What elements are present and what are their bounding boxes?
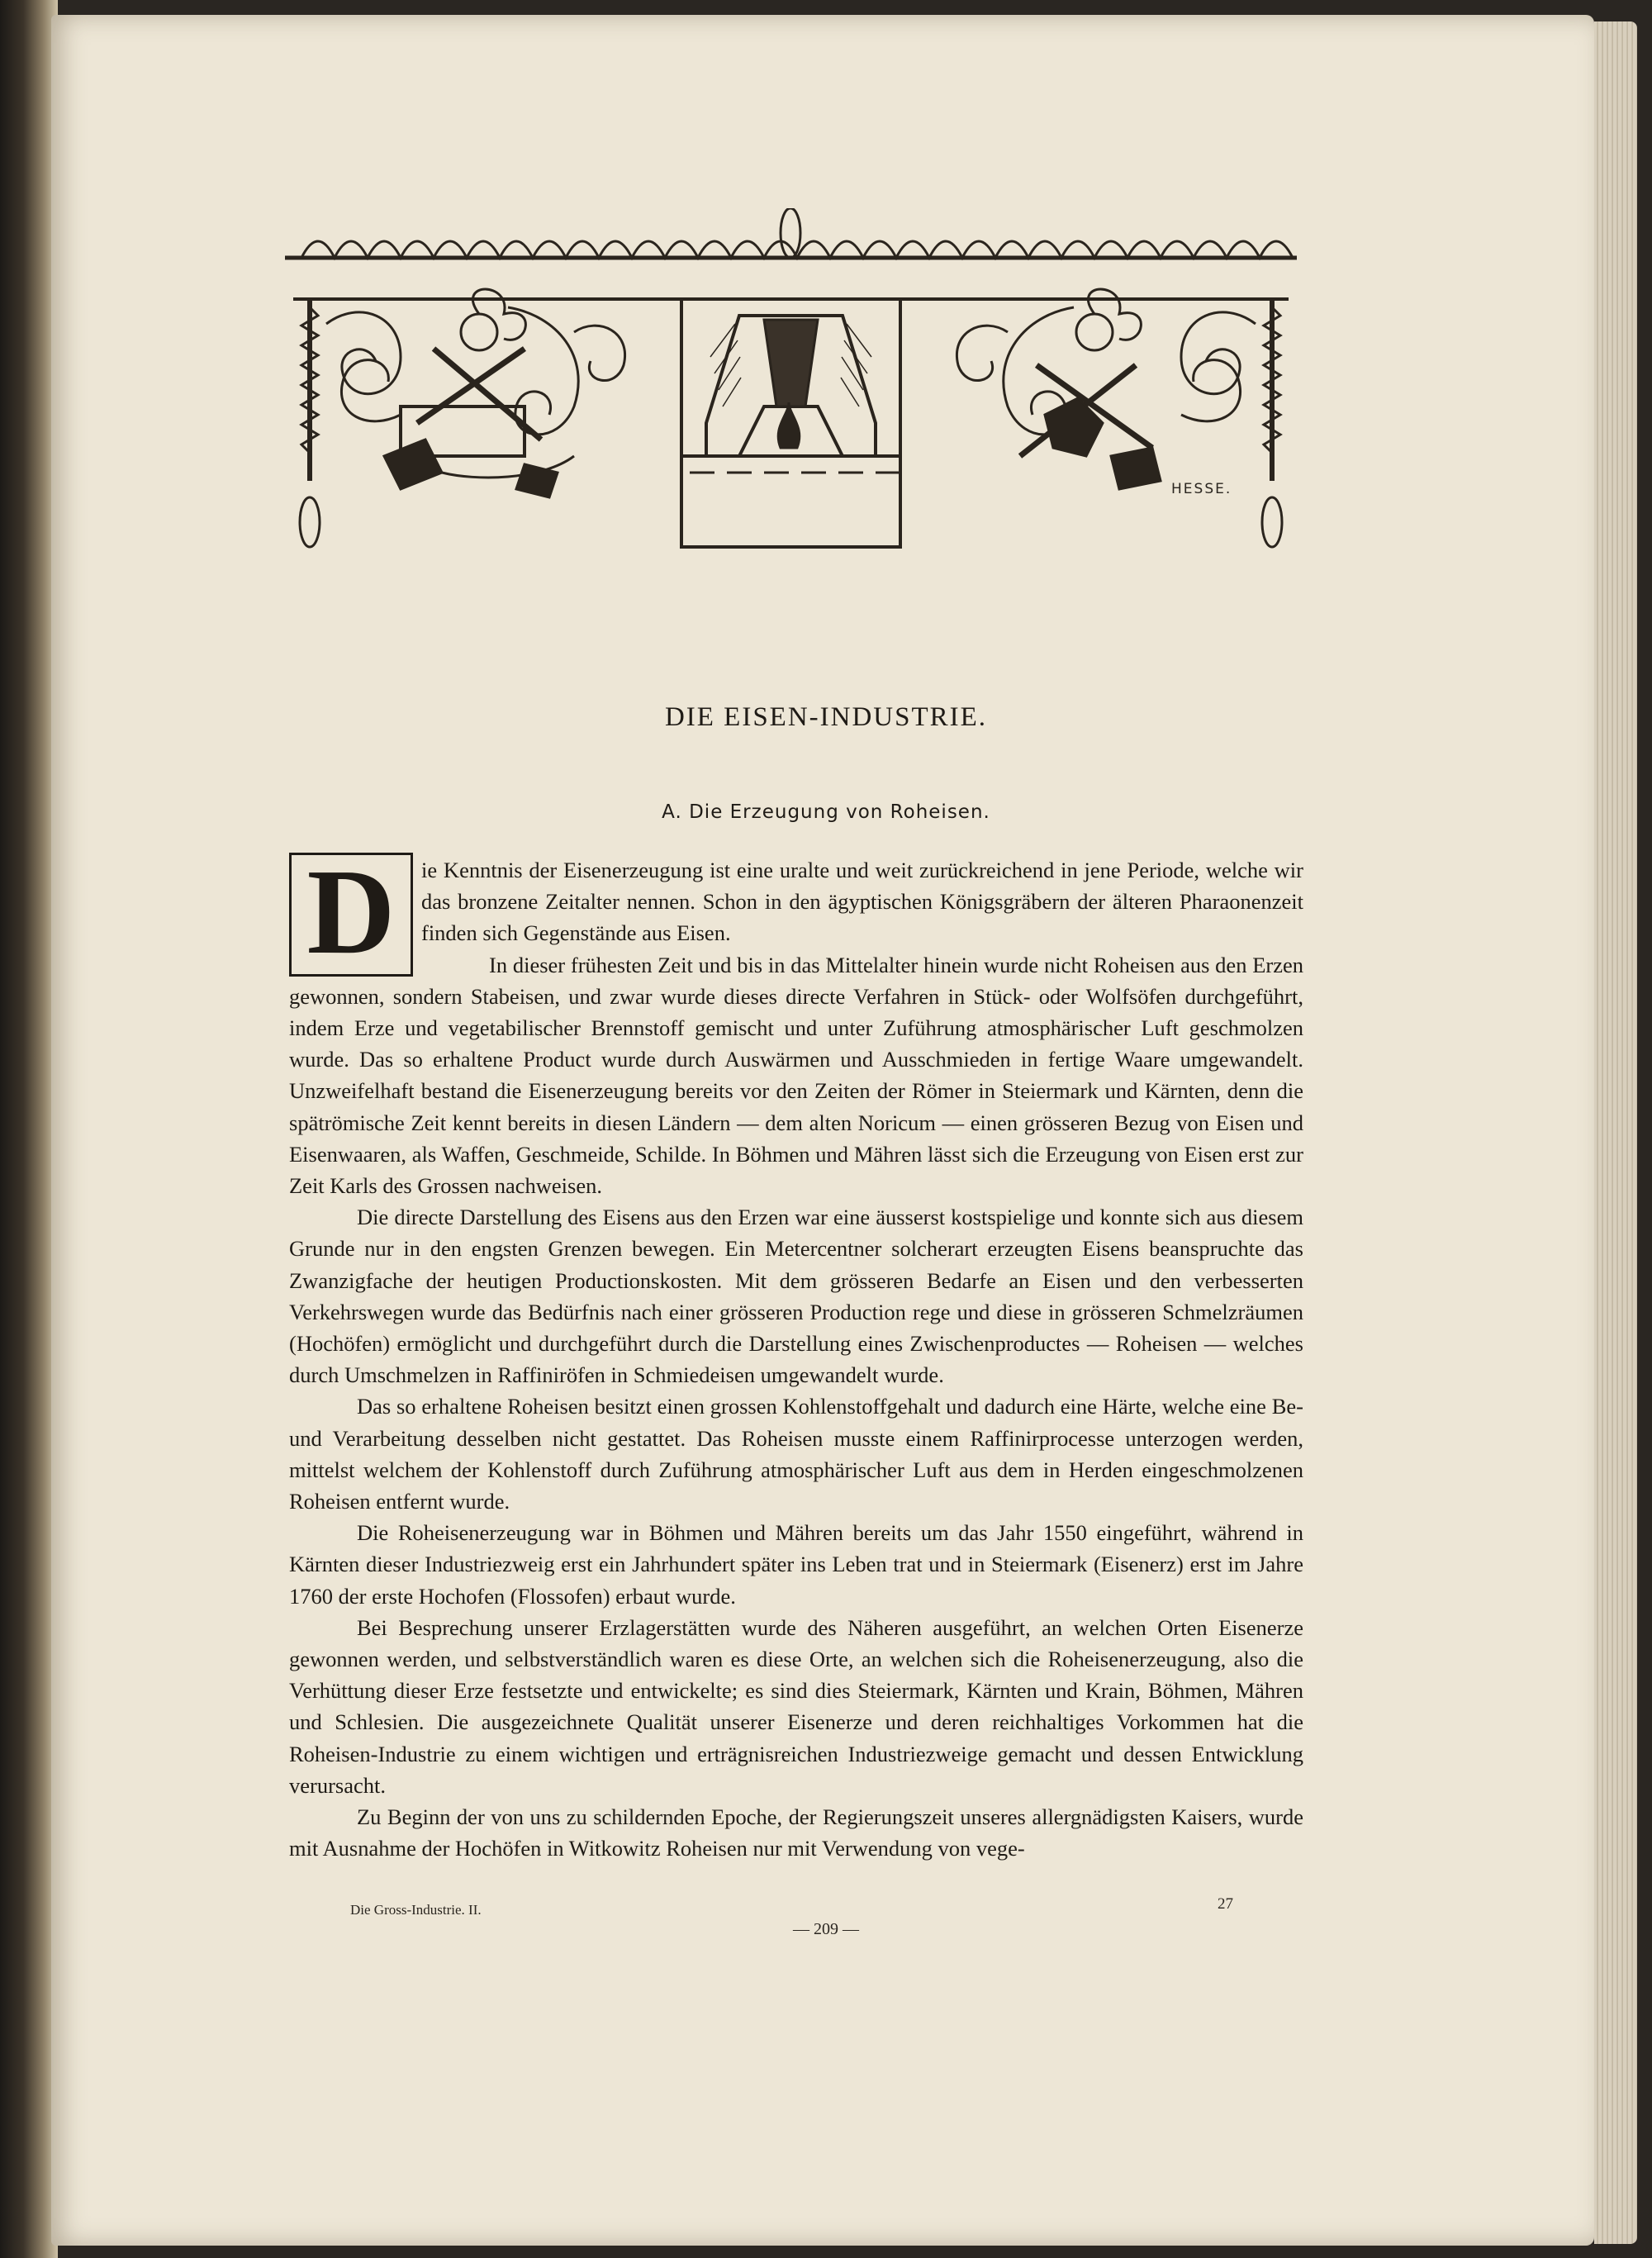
paragraph: Zu Beginn der von uns zu schildernden Epoche, der Regierungszeit unseres allergnädigsten Kaisers, wurde mit Ausnahme der Hochöfen in Witkowitz Roheisen nur mit Verwendung von vege-	[289, 1804, 1303, 1861]
page-title: DIE EISEN-INDUSTRIE.	[664, 702, 988, 732]
page-edges	[1594, 21, 1637, 2244]
paragraph: Bei Besprechung unserer Erzlagerstätten wurde des Näheren ausgeführt, an welchen Orten Eisenerze gewonnen werden, und selbstverständlich waren es diese Orte, an welchen sich die Roheisenerzeugung, also die Verhüttung dieser Erze festsetzte und entwickelte; es sind dies Steiermark, Kärnten und Krain, Böhmen, Mähren und Schlesien. Die ausgezeichnete Qualität unserer Eisenerze und deren reichhaltiges Vorkommen hat die Roheisen-Industrie zu einem wichtigen und erträgnisreichen Industriezweige gemacht und dessen Entwicklung verursacht.	[289, 1614, 1303, 1798]
ornamental-headpiece-illustration	[277, 208, 1305, 572]
page-number: — 209 —	[793, 1920, 859, 1938]
drop-cap-letter: D	[306, 844, 396, 980]
drop-cap-spacer	[289, 854, 421, 980]
paragraph: Die directe Darstellung des Eisens aus den Erzen war eine äusserst kostspielige und konnte sich aus diesem Grunde nur in den engsten Grenzen bewegen. Ein Metercentner solcherart erzeugten Eisens beanspruchte das Zwanzigfache der heutigen Productionskosten. Mit dem grösseren Bedarfe an Eisen und den verbesserten Verkehrswegen wurde das Bedürfnis nach einer grösseren Production rege und diese in grösseren Schmelzräumen (Hochöfen) ermöglicht und durchgeführt durch die Darstellung eines Zwischenproductes — Roheisen — welches durch Umschmelzen in Raffiniröfen in Schmiedeisen umgewandelt wurde.	[289, 1205, 1303, 1388]
paragraph: In dieser frühesten Zeit und bis in das Mittelalter hinein wurde nicht Roheisen aus den Erzen gewonnen, sondern Stabeisen, und zwar wurde dieses directe Verfahren in Stück- oder Wolfsöfen durchgeführt, indem Erze und vegetabilischer Brennstoff gemischt und unter Zuführung atmosphärischer Luft geschmolzen wurde. Das so erhaltene Product wurde durch Auswärmen und Ausschmieden in fertige Waare umgewandelt. Unzweifelhaft bestand die Eisenerzeugung bereits vor den Zeiten der Römer in Steiermark und Kärnten, denn die spätrömische Zeit kennt bereits in diesen Ländern — dem alten Noricum — einen grösseren Bezug von Eisen und Eisenwaaren, als Waffen, Geschmeide, Schilde. In Böhmen und Mähren lässt sich die Erzeugung von Eisen erst zur Zeit Karls des Grossen nachweisen.	[289, 952, 1303, 1199]
section-heading: A. Die Erzeugung von Roheisen.	[662, 801, 990, 823]
footer-signature-mark: 27	[1218, 1895, 1233, 1913]
paragraph: Das so erhaltene Roheisen besitzt einen grossen Kohlenstoffgehalt und dadurch eine Härte, welche eine Be- und Verarbeitung desselben nicht gestattet. Das Roheisen musste einem Raffinirprocesse unterzogen werden, mittelst welchem der Kohlenstoff durch Zuführung atmosphärischer Luft aus dem in Herden eingeschmolzenen Roheisen entfernt wurde.	[289, 1394, 1303, 1514]
illustrator-signature: HESSE.	[1171, 481, 1232, 497]
paragraph-text: ie Kenntnis der Eisenerzeugung ist eine uralte und weit zurückreichend in jene Periode, welche wir das bronzene Zeitalter nennen. Schon in den ägyptischen Königsgräbern der älteren Pharaonenzeit finden sich Gegenstände aus Eisen.	[421, 858, 1303, 946]
body-text	[289, 854, 1303, 1865]
footer-series-title: Die Gross-Industrie. II.	[350, 1902, 482, 1918]
paragraph: Die Roheisenerzeugung war in Böhmen und Mähren bereits um das Jahr 1550 eingeführt, während in Kärnten dieser Industriezweig erst ein Jahrhundert später ins Leben trat und in Steiermark (Eisenerz) erst im Jahre 1760 der erste Hochofen (Flossofen) erbaut wurde.	[289, 1520, 1303, 1609]
paragraph	[289, 854, 1303, 949]
